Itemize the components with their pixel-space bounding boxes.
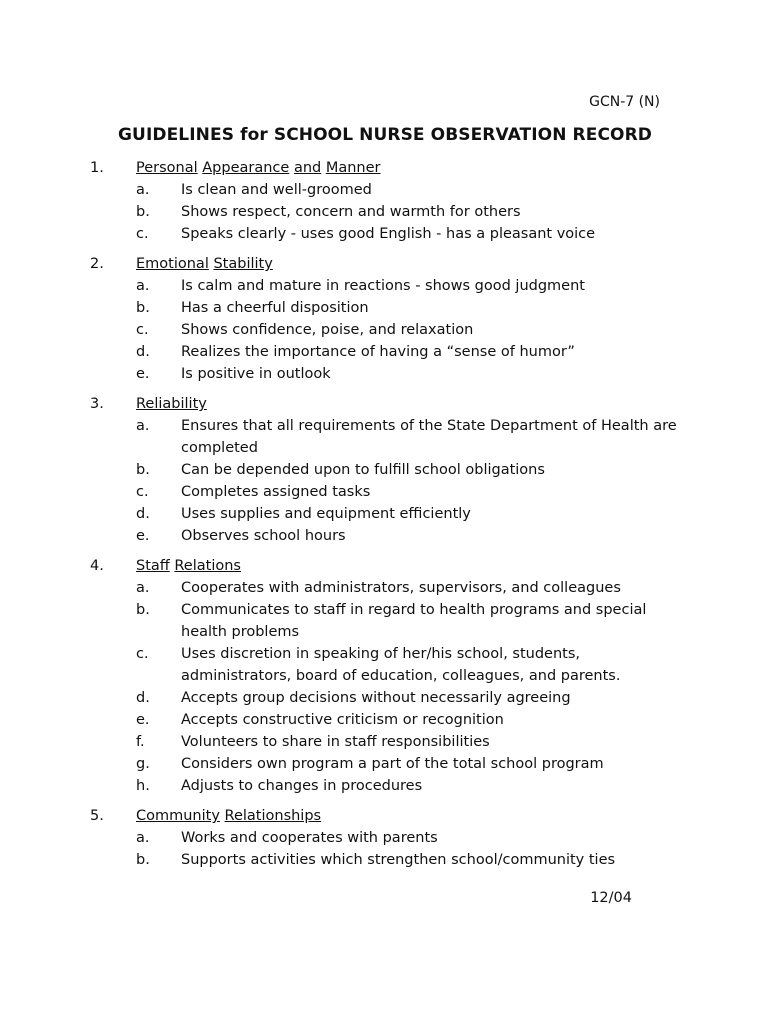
item-text: Is clean and well-groomed bbox=[181, 182, 372, 198]
section-personal-appearance bbox=[0, 157, 770, 245]
item-text: Uses discretion in speaking of her/his school, students, administrators, board of education, colleagues, and parents. bbox=[181, 646, 621, 684]
heading-word: Emotional bbox=[136, 256, 209, 272]
item-text: Accepts constructive criticism or recognition bbox=[181, 712, 504, 728]
item-letter: c. bbox=[136, 484, 149, 500]
section-staff-relations bbox=[0, 555, 770, 797]
item-letter: c. bbox=[136, 226, 149, 242]
heading-word: Relationships bbox=[224, 808, 322, 824]
list-item bbox=[0, 319, 770, 341]
item-text: Is calm and mature in reactions - shows good judgment bbox=[181, 278, 585, 294]
list-item bbox=[0, 731, 770, 753]
item-text: Considers own program a part of the total school program bbox=[181, 756, 604, 772]
list-item bbox=[0, 525, 770, 547]
section-number: 2. bbox=[90, 256, 104, 272]
list-item bbox=[0, 775, 770, 797]
heading-word: and bbox=[293, 160, 322, 176]
section-heading bbox=[136, 253, 770, 275]
list-item bbox=[0, 223, 770, 245]
list-item bbox=[0, 753, 770, 775]
item-letter: h. bbox=[136, 778, 150, 794]
list-item bbox=[0, 459, 770, 481]
item-text: Communicates to staff in regard to health programs and special health problems bbox=[181, 602, 647, 640]
list-item bbox=[0, 179, 770, 201]
item-text: Observes school hours bbox=[181, 528, 346, 544]
item-letter: a. bbox=[136, 278, 150, 294]
item-letter: e. bbox=[136, 366, 150, 382]
list-item bbox=[0, 481, 770, 503]
item-text: Uses supplies and equipment efficiently bbox=[181, 506, 471, 522]
item-text: Shows confidence, poise, and relaxation bbox=[181, 322, 474, 338]
section-number: 3. bbox=[90, 396, 104, 412]
list-item bbox=[0, 201, 770, 223]
item-letter: c. bbox=[136, 646, 149, 662]
item-letter: d. bbox=[136, 344, 150, 360]
list-item bbox=[0, 297, 770, 319]
list-item bbox=[0, 363, 770, 385]
heading-word: Appearance bbox=[202, 160, 290, 176]
item-text: Realizes the importance of having a “sense of humor” bbox=[181, 344, 575, 360]
heading-word: Relations bbox=[174, 558, 241, 574]
item-text: Shows respect, concern and warmth for others bbox=[181, 204, 521, 220]
section-community-relationships bbox=[0, 805, 770, 871]
item-letter: a. bbox=[136, 830, 150, 846]
item-letter: b. bbox=[136, 462, 150, 478]
item-text: Speaks clearly - uses good English - has a pleasant voice bbox=[181, 226, 596, 242]
section-heading bbox=[136, 157, 770, 179]
section-reliability bbox=[0, 393, 770, 547]
item-letter: g. bbox=[136, 756, 150, 772]
list-item bbox=[0, 827, 770, 849]
revision-date: 12/04 bbox=[590, 890, 632, 906]
document-title: GUIDELINES for SCHOOL NURSE OBSERVATION RECORD bbox=[118, 125, 652, 145]
item-letter: d. bbox=[136, 506, 150, 522]
section-number: 4. bbox=[90, 558, 104, 574]
list-item bbox=[0, 849, 770, 871]
item-letter: a. bbox=[136, 182, 150, 198]
item-letter: c. bbox=[136, 322, 149, 338]
section-number: 1. bbox=[90, 160, 104, 176]
heading-word: Reliability bbox=[136, 396, 207, 412]
item-letter: b. bbox=[136, 602, 150, 618]
item-text: Supports activities which strengthen school/community ties bbox=[181, 852, 616, 868]
list-item bbox=[0, 643, 770, 687]
item-text: Cooperates with administrators, supervisors, and colleagues bbox=[181, 580, 621, 596]
item-letter: a. bbox=[136, 418, 150, 434]
item-text: Works and cooperates with parents bbox=[181, 830, 438, 846]
list-item bbox=[0, 577, 770, 599]
list-item bbox=[0, 709, 770, 731]
list-item bbox=[0, 275, 770, 297]
item-letter: d. bbox=[136, 690, 150, 706]
item-text: Ensures that all requirements of the State Department of Health are completed bbox=[181, 418, 677, 456]
item-letter: b. bbox=[136, 852, 150, 868]
heading-word: Manner bbox=[325, 160, 381, 176]
item-letter: b. bbox=[136, 300, 150, 316]
list-item bbox=[0, 503, 770, 525]
heading-word: Stability bbox=[213, 256, 273, 272]
list-item bbox=[0, 415, 770, 459]
heading-word: Staff bbox=[136, 558, 170, 574]
heading-word: Personal bbox=[136, 160, 198, 176]
item-text: Adjusts to changes in procedures bbox=[181, 778, 423, 794]
form-code: GCN-7 (N) bbox=[589, 94, 660, 110]
item-letter: b. bbox=[136, 204, 150, 220]
section-heading bbox=[136, 555, 770, 577]
item-text: Volunteers to share in staff responsibilities bbox=[181, 734, 490, 750]
section-heading bbox=[136, 805, 770, 827]
list-item bbox=[0, 599, 770, 643]
item-letter: e. bbox=[136, 712, 150, 728]
item-letter: a. bbox=[136, 580, 150, 596]
section-heading bbox=[136, 393, 770, 415]
heading-word: Community bbox=[136, 808, 220, 824]
item-text: Is positive in outlook bbox=[181, 366, 331, 382]
item-letter: f. bbox=[136, 734, 145, 750]
list-item bbox=[0, 341, 770, 363]
sections-list bbox=[0, 157, 770, 879]
item-text: Completes assigned tasks bbox=[181, 484, 371, 500]
list-item bbox=[0, 687, 770, 709]
item-text: Has a cheerful disposition bbox=[181, 300, 369, 316]
section-emotional-stability bbox=[0, 253, 770, 385]
section-number: 5. bbox=[90, 808, 104, 824]
item-letter: e. bbox=[136, 528, 150, 544]
item-text: Can be depended upon to fulfill school obligations bbox=[181, 462, 545, 478]
item-text: Accepts group decisions without necessarily agreeing bbox=[181, 690, 571, 706]
